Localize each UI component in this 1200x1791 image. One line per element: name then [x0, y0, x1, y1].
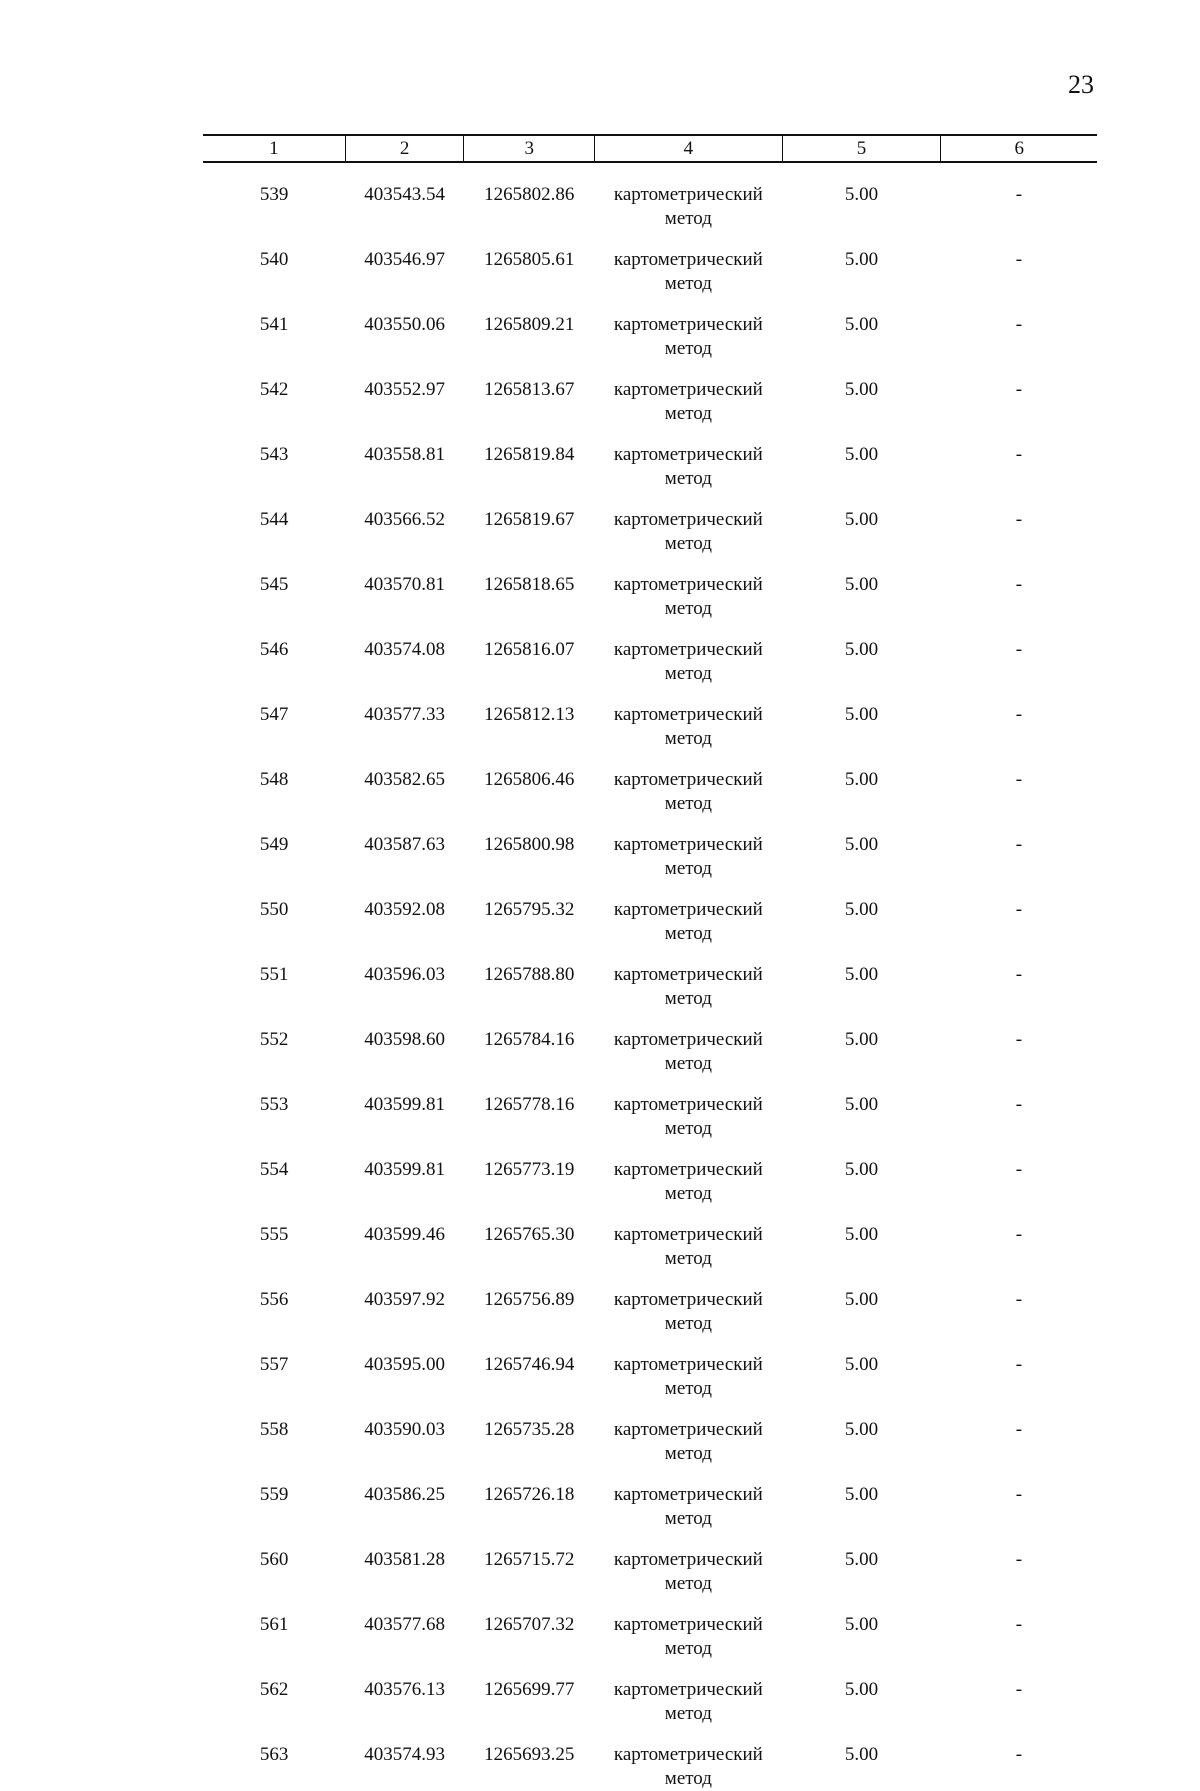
method-line: картометрический [613, 574, 763, 595]
note-cell: - [1015, 769, 1023, 790]
note-cell: - [1015, 1224, 1023, 1245]
method-cell [595, 296, 783, 361]
note-cell: - [1015, 1614, 1023, 1635]
point-number-cell: 546 [259, 639, 289, 660]
accuracy-cell: 5.00 [844, 769, 879, 790]
column-header-5: 5 [782, 135, 941, 162]
accuracy-cell: 5.00 [844, 379, 879, 400]
x-coordinate-cell: 403595.00 [364, 1354, 446, 1375]
table-row [203, 1271, 1097, 1336]
method-line: метод [664, 403, 712, 424]
method-cell [595, 686, 783, 751]
y-coordinate-cell: 1265802.86 [484, 184, 575, 205]
x-coordinate-cell: 403570.81 [364, 574, 446, 595]
x-coordinate-cell: 403590.03 [364, 1419, 446, 1440]
method-line: картометрический [613, 1614, 763, 1635]
method-line: метод [664, 338, 712, 359]
method-line: метод [664, 1053, 712, 1074]
accuracy-cell: 5.00 [844, 1549, 879, 1570]
point-number-cell: 542 [259, 379, 289, 400]
point-number-cell: 554 [259, 1159, 289, 1180]
method-cell [595, 751, 783, 816]
method-line: картометрический [613, 1289, 763, 1310]
method-line: картометрический [613, 1484, 763, 1505]
x-coordinate-cell: 403592.08 [364, 899, 446, 920]
x-coordinate-cell: 403587.63 [364, 834, 446, 855]
method-line: метод [664, 1248, 712, 1269]
table-row [203, 361, 1097, 426]
table-row [203, 1596, 1097, 1661]
table-body [203, 162, 1097, 1791]
method-line: метод [664, 468, 712, 489]
x-coordinate-cell: 403599.46 [364, 1224, 446, 1245]
method-cell [595, 231, 783, 296]
x-coordinate-cell: 403574.08 [364, 639, 446, 660]
method-line: метод [664, 793, 712, 814]
table-row [203, 621, 1097, 686]
table-row [203, 1726, 1097, 1791]
y-coordinate-cell: 1265778.16 [484, 1094, 575, 1115]
method-cell [595, 621, 783, 686]
column-header-4: 4 [595, 135, 783, 162]
x-coordinate-cell: 403566.52 [364, 509, 446, 530]
point-number-cell: 541 [259, 314, 289, 335]
y-coordinate-cell: 1265818.65 [484, 574, 575, 595]
accuracy-cell: 5.00 [844, 509, 879, 530]
point-number-cell: 556 [259, 1289, 289, 1310]
method-cell [595, 162, 783, 231]
column-header-3: 3 [464, 135, 595, 162]
y-coordinate-cell: 1265707.32 [484, 1614, 575, 1635]
method-cell [595, 1531, 783, 1596]
note-cell: - [1015, 1354, 1023, 1375]
point-number-cell: 545 [259, 574, 289, 595]
method-line: картометрический [613, 769, 763, 790]
x-coordinate-cell: 403574.93 [364, 1744, 446, 1765]
accuracy-cell: 5.00 [844, 1159, 879, 1180]
method-line: картометрический [613, 184, 763, 205]
x-coordinate-cell: 403546.97 [364, 249, 446, 270]
method-line: метод [664, 1118, 712, 1139]
method-line: метод [664, 533, 712, 554]
method-cell [595, 426, 783, 491]
y-coordinate-cell: 1265819.84 [484, 444, 575, 465]
method-line: картометрический [613, 1419, 763, 1440]
method-line: метод [664, 988, 712, 1009]
coordinates-table [203, 134, 1097, 1791]
y-coordinate-cell: 1265809.21 [484, 314, 575, 335]
y-coordinate-cell: 1265805.61 [484, 249, 575, 270]
point-number-cell: 543 [259, 444, 289, 465]
table-row [203, 1076, 1097, 1141]
method-line: метод [664, 1378, 712, 1399]
y-coordinate-cell: 1265788.80 [484, 964, 575, 985]
accuracy-cell: 5.00 [844, 1744, 879, 1765]
column-header-2: 2 [345, 135, 464, 162]
method-cell [595, 1596, 783, 1661]
x-coordinate-cell: 403582.65 [364, 769, 446, 790]
note-cell: - [1015, 1484, 1023, 1505]
method-cell [595, 361, 783, 426]
method-line: картометрический [613, 1679, 763, 1700]
note-cell: - [1015, 1094, 1023, 1115]
table-row [203, 686, 1097, 751]
method-cell [595, 881, 783, 946]
y-coordinate-cell: 1265812.13 [484, 704, 575, 725]
table-row [203, 1466, 1097, 1531]
x-coordinate-cell: 403577.68 [364, 1614, 446, 1635]
method-line: картометрический [613, 314, 763, 335]
x-coordinate-cell: 403596.03 [364, 964, 446, 985]
method-cell [595, 1206, 783, 1271]
method-line: картометрический [613, 1549, 763, 1570]
note-cell: - [1015, 1679, 1023, 1700]
y-coordinate-cell: 1265819.67 [484, 509, 575, 530]
note-cell: - [1015, 444, 1023, 465]
point-number-cell: 548 [259, 769, 289, 790]
table-row [203, 881, 1097, 946]
method-cell [595, 1076, 783, 1141]
y-coordinate-cell: 1265756.89 [484, 1289, 575, 1310]
method-line: картометрический [613, 964, 763, 985]
y-coordinate-cell: 1265715.72 [484, 1549, 575, 1570]
accuracy-cell: 5.00 [844, 314, 879, 335]
method-line: картометрический [613, 444, 763, 465]
point-number-cell: 562 [259, 1679, 289, 1700]
method-line: метод [664, 1183, 712, 1204]
method-line: картометрический [613, 639, 763, 660]
note-cell: - [1015, 249, 1023, 270]
method-line: метод [664, 1313, 712, 1334]
note-cell: - [1015, 1289, 1023, 1310]
accuracy-cell: 5.00 [844, 704, 879, 725]
x-coordinate-cell: 403576.13 [364, 1679, 446, 1700]
point-number-cell: 544 [259, 509, 289, 530]
column-header-6: 6 [941, 135, 1097, 162]
y-coordinate-cell: 1265800.98 [484, 834, 575, 855]
point-number-cell: 552 [259, 1029, 289, 1050]
method-line: картометрический [613, 1029, 763, 1050]
note-cell: - [1015, 1159, 1023, 1180]
table-row [203, 556, 1097, 621]
method-cell [595, 816, 783, 881]
x-coordinate-cell: 403599.81 [364, 1094, 446, 1115]
point-number-cell: 539 [259, 184, 289, 205]
table-row [203, 231, 1097, 296]
table-row [203, 1011, 1097, 1076]
method-line: картометрический [613, 379, 763, 400]
y-coordinate-cell: 1265726.18 [484, 1484, 575, 1505]
accuracy-cell: 5.00 [844, 574, 879, 595]
page-number: 23 [1068, 70, 1094, 99]
method-line: картометрический [613, 249, 763, 270]
accuracy-cell: 5.00 [844, 964, 879, 985]
x-coordinate-cell: 403550.06 [364, 314, 446, 335]
accuracy-cell: 5.00 [844, 1614, 879, 1635]
note-cell: - [1015, 834, 1023, 855]
point-number-cell: 555 [259, 1224, 289, 1245]
method-line: метод [664, 1768, 712, 1789]
note-cell: - [1015, 639, 1023, 660]
point-number-cell: 558 [259, 1419, 289, 1440]
y-coordinate-cell: 1265816.07 [484, 639, 575, 660]
note-cell: - [1015, 184, 1023, 205]
table-row [203, 1531, 1097, 1596]
accuracy-cell: 5.00 [844, 249, 879, 270]
point-number-cell: 540 [259, 249, 289, 270]
note-cell: - [1015, 379, 1023, 400]
x-coordinate-cell: 403543.54 [364, 184, 446, 205]
y-coordinate-cell: 1265693.25 [484, 1744, 575, 1765]
method-cell [595, 1726, 783, 1791]
note-cell: - [1015, 509, 1023, 530]
note-cell: - [1015, 1744, 1023, 1765]
accuracy-cell: 5.00 [844, 1354, 879, 1375]
x-coordinate-cell: 403552.97 [364, 379, 446, 400]
method-line: метод [664, 728, 712, 749]
x-coordinate-cell: 403598.60 [364, 1029, 446, 1050]
y-coordinate-cell: 1265735.28 [484, 1419, 575, 1440]
table-row [203, 1401, 1097, 1466]
method-line: картометрический [613, 834, 763, 855]
y-coordinate-cell: 1265765.30 [484, 1224, 575, 1245]
note-cell: - [1015, 1419, 1023, 1440]
method-cell [595, 1661, 783, 1726]
note-cell: - [1015, 964, 1023, 985]
point-number-cell: 550 [259, 899, 289, 920]
accuracy-cell: 5.00 [844, 1224, 879, 1245]
x-coordinate-cell: 403586.25 [364, 1484, 446, 1505]
method-cell [595, 1466, 783, 1531]
point-number-cell: 559 [259, 1484, 289, 1505]
accuracy-cell: 5.00 [844, 1289, 879, 1310]
method-cell [595, 556, 783, 621]
x-coordinate-cell: 403597.92 [364, 1289, 446, 1310]
accuracy-cell: 5.00 [844, 1029, 879, 1050]
table-row [203, 946, 1097, 1011]
y-coordinate-cell: 1265746.94 [484, 1354, 575, 1375]
method-line: картометрический [613, 1094, 763, 1115]
table-row [203, 1206, 1097, 1271]
note-cell: - [1015, 1549, 1023, 1570]
method-line: метод [664, 663, 712, 684]
x-coordinate-cell: 403599.81 [364, 1159, 446, 1180]
method-cell [595, 1141, 783, 1206]
note-cell: - [1015, 899, 1023, 920]
y-coordinate-cell: 1265699.77 [484, 1679, 575, 1700]
y-coordinate-cell: 1265795.32 [484, 899, 575, 920]
accuracy-cell: 5.00 [844, 1484, 879, 1505]
table-row [203, 162, 1097, 231]
method-cell [595, 1271, 783, 1336]
accuracy-cell: 5.00 [844, 444, 879, 465]
note-cell: - [1015, 314, 1023, 335]
table-row [203, 1661, 1097, 1726]
method-line: картометрический [613, 509, 763, 530]
note-cell: - [1015, 1029, 1023, 1050]
method-line: картометрический [613, 1159, 763, 1180]
accuracy-cell: 5.00 [844, 1419, 879, 1440]
method-line: картометрический [613, 899, 763, 920]
note-cell: - [1015, 574, 1023, 595]
method-line: метод [664, 1703, 712, 1724]
table-row [203, 296, 1097, 361]
method-line: метод [664, 1443, 712, 1464]
accuracy-cell: 5.00 [844, 184, 879, 205]
y-coordinate-cell: 1265773.19 [484, 1159, 575, 1180]
column-header-1: 1 [203, 135, 345, 162]
method-line: метод [664, 598, 712, 619]
method-line: метод [664, 1573, 712, 1594]
table-header-row [203, 135, 1097, 162]
method-line: метод [664, 923, 712, 944]
table-row [203, 751, 1097, 816]
method-line: метод [664, 208, 712, 229]
accuracy-cell: 5.00 [844, 834, 879, 855]
y-coordinate-cell: 1265806.46 [484, 769, 575, 790]
point-number-cell: 557 [259, 1354, 289, 1375]
table-row [203, 816, 1097, 881]
method-line: метод [664, 858, 712, 879]
y-coordinate-cell: 1265784.16 [484, 1029, 575, 1050]
point-number-cell: 549 [259, 834, 289, 855]
method-line: метод [664, 273, 712, 294]
table-row [203, 1336, 1097, 1401]
table-row [203, 1141, 1097, 1206]
method-line: метод [664, 1508, 712, 1529]
point-number-cell: 547 [259, 704, 289, 725]
method-line: картометрический [613, 1224, 763, 1245]
method-cell [595, 1401, 783, 1466]
point-number-cell: 561 [259, 1614, 289, 1635]
accuracy-cell: 5.00 [844, 1094, 879, 1115]
table-row [203, 426, 1097, 491]
x-coordinate-cell: 403581.28 [364, 1549, 446, 1570]
method-cell [595, 946, 783, 1011]
table-row [203, 491, 1097, 556]
point-number-cell: 560 [259, 1549, 289, 1570]
method-line: картометрический [613, 1744, 763, 1765]
x-coordinate-cell: 403577.33 [364, 704, 446, 725]
point-number-cell: 553 [259, 1094, 289, 1115]
point-number-cell: 563 [259, 1744, 289, 1765]
method-cell [595, 491, 783, 556]
y-coordinate-cell: 1265813.67 [484, 379, 575, 400]
accuracy-cell: 5.00 [844, 639, 879, 660]
method-line: метод [664, 1638, 712, 1659]
note-cell: - [1015, 704, 1023, 725]
x-coordinate-cell: 403558.81 [364, 444, 446, 465]
point-number-cell: 551 [259, 964, 289, 985]
accuracy-cell: 5.00 [844, 1679, 879, 1700]
method-line: картометрический [613, 1354, 763, 1375]
method-cell [595, 1011, 783, 1076]
accuracy-cell: 5.00 [844, 899, 879, 920]
method-line: картометрический [613, 704, 763, 725]
method-cell [595, 1336, 783, 1401]
